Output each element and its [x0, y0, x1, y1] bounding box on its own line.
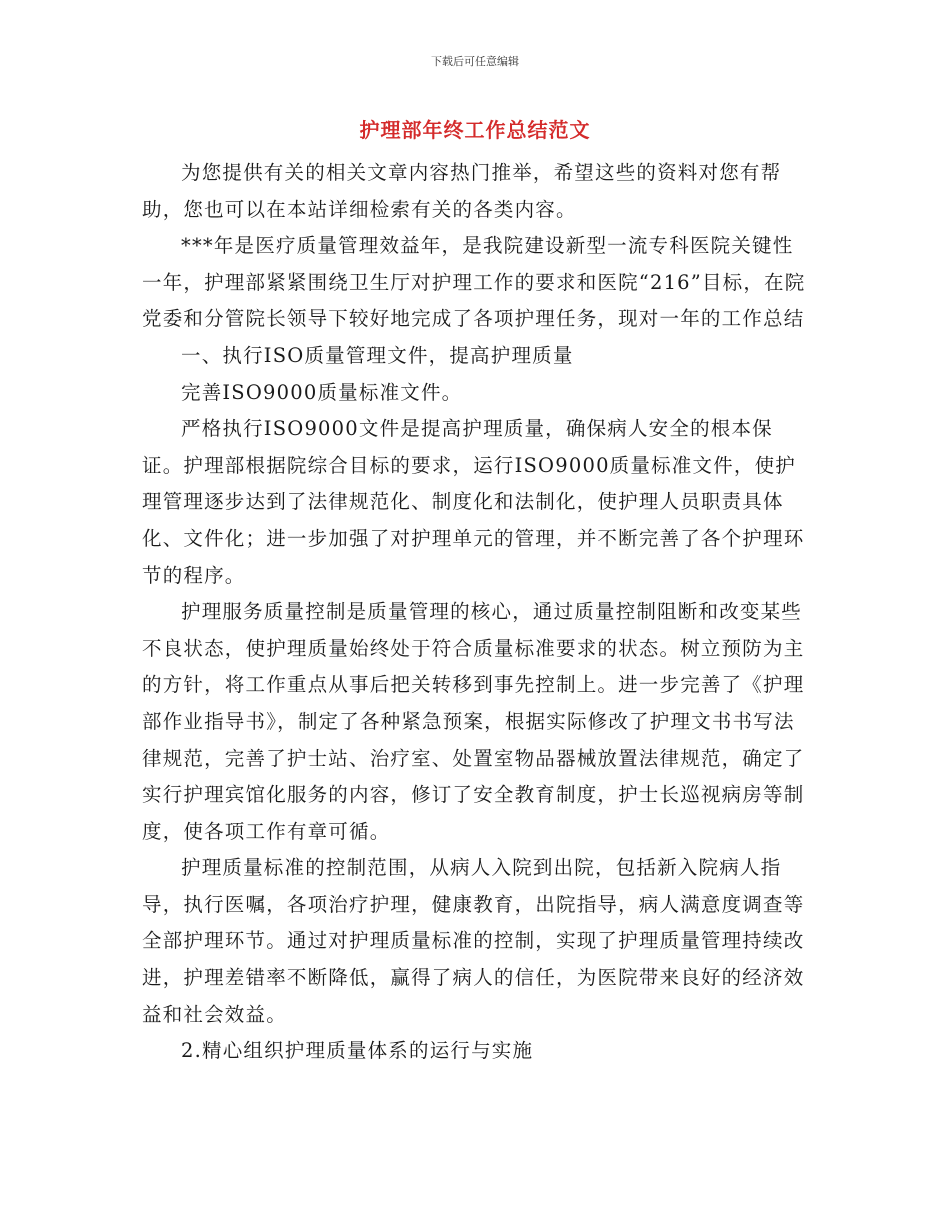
section-heading-2: 2.精心组织护理质量体系的运行与实施 — [181, 1039, 534, 1063]
header-note: 下载后可任意编辑 — [431, 55, 519, 68]
paragraph-iso-implementation: 严格执行ISO9000文件是提高护理质量，确保病人安全的根本保证。护理部根据院综合目标的要求，运行ISO9000质量标准文件，使护理管理逐步达到了法律规范化、制度化和法制化，使护理人员职责具体化、文件化；进一步加强了对护理单元的管理，并不断完善了各个护理环节的程序。 — [142, 417, 805, 587]
subheading-iso-docs: 完善ISO9000质量标准文件。 — [181, 380, 463, 404]
page-title: 护理部年终工作总结范文 — [359, 118, 591, 142]
paragraph-control-scope: 护理质量标准的控制范围，从病人入院到出院，包括新入院病人指导，执行医嘱，各项治疗护理，健康教育，出院指导，病人满意度调查等全部护理环节。通过对护理质量标准的控制，实现了护理质量管理持续改进，护理差错率不断降低，赢得了病人的信任，为医院带来良好的经济效益和社会效益。 — [142, 856, 805, 1026]
section-heading-1: 一、执行ISO质量管理文件，提高护理质量 — [181, 343, 574, 367]
document-body — [142, 155, 812, 1070]
paragraph-overview: ***年是医疗质量管理效益年，是我院建设新型一流专科医院关键性一年，护理部紧紧围绕卫生厅对护理工作的要求和医院“216”目标，在院党委和分管院长领导下较好地完成了各项护理任务，现对一年的工作总结 — [142, 234, 806, 331]
paragraph-intro: 为您提供有关的相关文章内容热门推举，希望这些的资料对您有帮助，您也可以在本站详细检索有关的各类内容。 — [142, 161, 782, 221]
paragraph-quality-control: 护理服务质量控制是质量管理的核心，通过质量控制阻断和改变某些不良状态，使护理质量始终处于符合质量标准要求的状态。树立预防为主的方针，将工作重点从事后把关转移到事先控制上。进一步完善了《护理部作业指导书》，制定了各种紧急预案，根据实际修改了护理文书书写法律规范，完善了护士站、治疗室、处置室物品器械放置法律规范，确定了实行护理宾馆化服务的内容，修订了安全教育制度，护士长巡视病房等制度，使各项工作有章可循。 — [142, 600, 805, 843]
